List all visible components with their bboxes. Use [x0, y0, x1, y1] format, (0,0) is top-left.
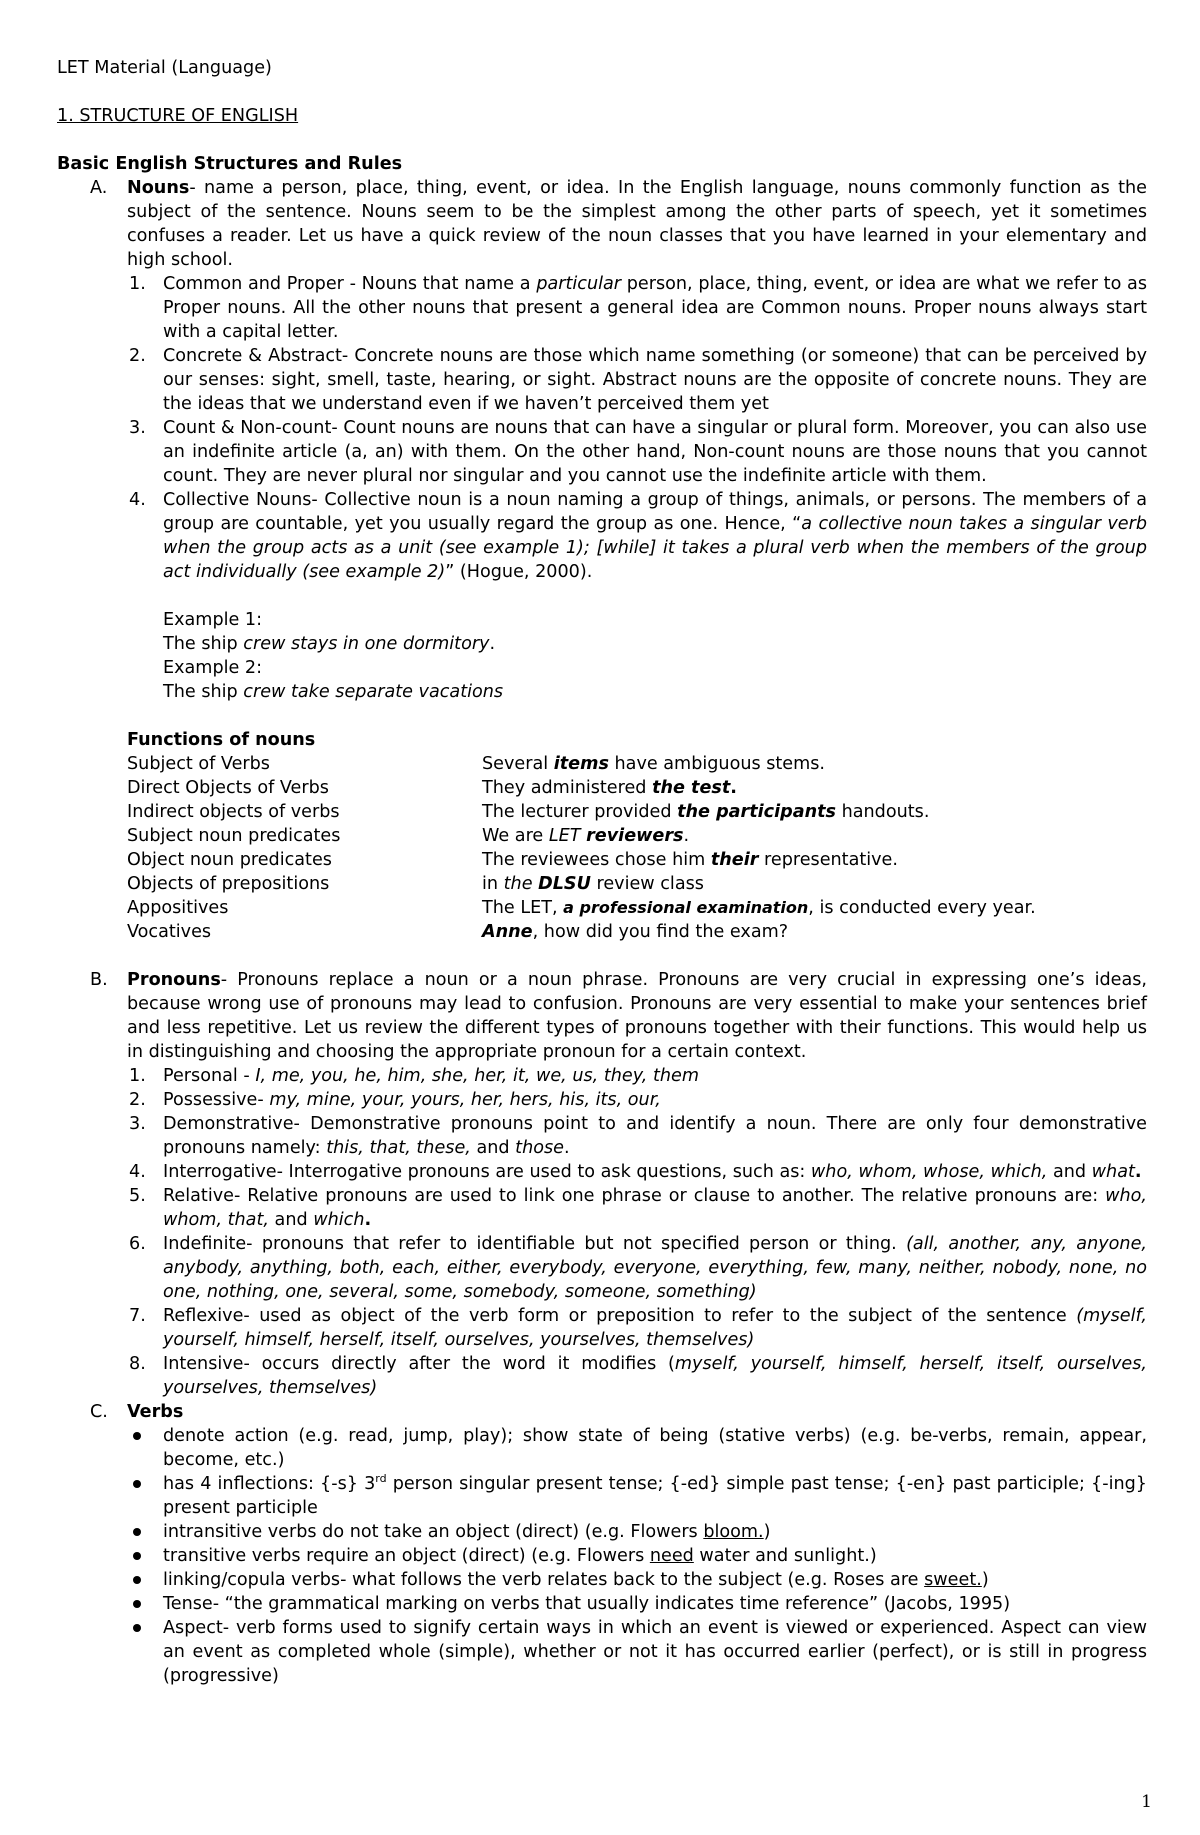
functions-heading: Functions of nouns	[127, 730, 316, 750]
function-row	[57, 752, 1147, 776]
example-text: The ship	[163, 682, 244, 702]
list-marker: 3.	[129, 418, 146, 438]
bullet-icon	[133, 1552, 141, 1560]
verb-bullet-7: Aspect- verb forms used to signify certain ways in which an event is viewed or experienced. Aspect can view an event as completed whole (simple), whether or not it has occurred earlier (perfect), or is still in progress (progressive)	[57, 1616, 1147, 1688]
example-italic: crew take separate vacations	[243, 682, 504, 702]
item-text: Concrete & Abstract- Concrete nouns are those which name something (or someone) that can be perceived by our senses: sight, smell, taste, hearing, or sight. Abstract nouns are the opposite of concrete nouns. They are the ideas that we understand even if we haven’t perceived them yet	[163, 346, 1147, 414]
list-marker: 5.	[129, 1186, 146, 1206]
function-example: The lecturer provided the participants handouts.	[482, 802, 930, 822]
example-2-label: Example 2:	[163, 658, 263, 678]
pronoun-item-2: 2. Possessive- my, mine, your, yours, her, hers, his, its, our,	[129, 1090, 661, 1110]
bullet-icon	[133, 1480, 141, 1488]
list-marker: 1.	[129, 274, 146, 294]
function-label: Subject of Verbs	[127, 754, 270, 774]
pronouns-term: Pronouns	[127, 970, 221, 990]
verbs-term: Verbs	[127, 1402, 184, 1422]
function-row	[57, 872, 1147, 896]
noun-item-3	[57, 416, 1147, 488]
verb-bullet-1: denote action (e.g. read, jump, play); show state of being (stative verbs) (e.g. be-verbs, remain, appear, become, etc.)	[57, 1424, 1147, 1472]
noun-item-4	[57, 488, 1147, 584]
function-label: Appositives	[127, 898, 229, 918]
function-example: The reviewees chose him their representative.	[482, 850, 898, 870]
bullet-icon	[133, 1432, 141, 1440]
pronoun-item-3: 3. Demonstrative- Demonstrative pronouns point to and identify a noun. There are only four demonstrative pronouns namely: this, that, these, and those.	[129, 1114, 1147, 1158]
pronouns-text: - Pronouns replace a noun or a noun phrase. Pronouns are very crucial in expressing one’s ideas, because wrong use of pronouns may lead to confusion. Pronouns are very essential to make your sentences brief and less repetitive. Let us review the different types of pronouns together with their functions. This would help us in distinguishing and choosing the appropriate pronoun for a certain context.	[127, 970, 1147, 1062]
noun-item-2	[57, 344, 1147, 416]
function-label: Indirect objects of verbs	[127, 802, 340, 822]
function-label: Subject noun predicates	[127, 826, 341, 846]
nouns-term: Nouns	[127, 178, 190, 198]
verb-bullet-4: transitive verbs require an object (direct) (e.g. Flowers need water and sunlight.)	[57, 1544, 1147, 1568]
function-example: in the DLSU review class	[482, 874, 704, 894]
item-text: Common and Proper - Nouns that name a	[163, 274, 537, 294]
example-1-label: Example 1:	[163, 610, 263, 630]
function-label: Direct Objects of Verbs	[127, 778, 329, 798]
list-marker: B.	[90, 970, 108, 990]
verb-bullet-5: linking/copula verbs- what follows the verb relates back to the subject (e.g. Roses are sweet.)	[57, 1568, 1147, 1592]
bullet-icon	[133, 1624, 141, 1632]
list-marker: A.	[90, 178, 108, 198]
example-text: The ship	[163, 634, 244, 654]
bullet-icon	[133, 1600, 141, 1608]
item-text: person, place, thing, event, or idea are what we refer to as Proper nouns. All the other nouns that present a general idea are Common nouns. Proper nouns always start with a capital letter.	[163, 274, 1147, 342]
list-marker: 1.	[129, 1066, 146, 1086]
pronoun-item-6: 6. Indefinite- pronouns that refer to identifiable but not specified person or thing. (all, another, any, anyone, anybody, anything, both, each, either, everybody, everyone, everything, few, many, neither, nobody, none, no one, nothing, one, several, some, somebody, someone, something)	[129, 1234, 1147, 1302]
nouns-text: - name a person, place, thing, event, or idea. In the English language, nouns commonly function as the subject of the sentence. Nouns seem to be the simplest among the other parts of speech, yet it sometimes confuses a reader. Let us have a quick review of the noun classes that you have learned in your elementary and high school.	[127, 178, 1147, 270]
example-text: .	[489, 634, 496, 654]
example-1	[57, 632, 1147, 656]
pronoun-item-8: 8. Intensive- occurs directly after the word it modifies (myself, yourself, himself, herself, itself, ourselves, yourselves, themselves)	[129, 1354, 1147, 1398]
function-example: They administered the test.	[482, 778, 737, 798]
list-marker: 2.	[129, 346, 146, 366]
function-label: Object noun predicates	[127, 850, 332, 870]
example-2	[57, 680, 1147, 704]
function-row	[57, 800, 1147, 824]
function-example: Several items have ambiguous stems.	[482, 754, 826, 774]
pronoun-item-1: 1. Personal - I, me, you, he, him, she, her, it, we, us, they, them	[129, 1066, 699, 1086]
pronoun-item-7: 7. Reflexive- used as object of the verb form or preposition to refer to the subject of the sentence (myself, yourself, himself, herself, itself, ourselves, yourselves, themselves)	[129, 1306, 1147, 1350]
verb-bullet-6: Tense- “the grammatical marking on verbs that usually indicates time reference” (Jacobs, 1995)	[57, 1592, 1147, 1616]
section-heading: Basic English Structures and Rules	[57, 154, 403, 174]
function-row	[57, 896, 1147, 920]
nouns-section	[57, 176, 1147, 272]
item-italic: particular	[536, 274, 622, 294]
list-marker: 7.	[129, 1306, 146, 1326]
list-marker: 2.	[129, 1090, 146, 1110]
item-text: Count & Non-count- Count nouns are nouns that can have a singular or plural form. Moreover, you can also use an indefinite article (a, an) with them. On the other hand, Non-count nouns are those nouns that you cannot count. They are never plural nor singular and you cannot use the indefinite article with them.	[163, 418, 1147, 486]
verb-bullet-2: has 4 inflections: {-s} 3rd person singular present tense; {-ed} simple past tense; {-en} past participle; {-ing} present participle	[57, 1472, 1147, 1520]
list-marker: C.	[90, 1402, 108, 1422]
function-row	[57, 824, 1147, 848]
functions-table	[57, 752, 1147, 944]
function-label: Objects of prepositions	[127, 874, 330, 894]
pronoun-item-5: 5. Relative- Relative pronouns are used to link one phrase or clause to another. The relative pronouns are: who, whom, that, and which.	[129, 1186, 1147, 1230]
item-text: Collective Nouns- Collective noun is a noun naming a group of things, animals, or persons. The members of a group are countable, yet you usually regard the group as one. Hence, “	[163, 490, 1147, 534]
function-example: We are LET reviewers.	[482, 826, 690, 846]
bullet-icon	[133, 1576, 141, 1584]
document-title: LET Material (Language)	[57, 58, 272, 78]
verb-bullet-3: intransitive verbs do not take an object (direct) (e.g. Flowers bloom.)	[57, 1520, 1147, 1544]
page-number: 1	[1141, 1792, 1152, 1812]
function-row	[57, 920, 1147, 944]
item-quote: a collective noun takes a singular verb when the group acts as a unit (see example 1); [while] it takes a plural verb when the members of the group act individually (see example 2)	[163, 514, 1147, 582]
section-title: 1. STRUCTURE OF ENGLISH	[57, 106, 299, 126]
function-example: Anne, how did you find the exam?	[482, 922, 789, 942]
function-example: The LET, a professional examination, is conducted every year.	[482, 898, 1036, 918]
pronouns-section	[57, 968, 1147, 1064]
bullet-icon	[133, 1528, 141, 1536]
list-marker: 3.	[129, 1114, 146, 1134]
function-label: Vocatives	[127, 922, 212, 942]
list-marker: 4.	[129, 1162, 146, 1182]
list-marker: 6.	[129, 1234, 146, 1254]
noun-item-1	[57, 272, 1147, 344]
list-marker: 4.	[129, 490, 146, 510]
verbs-section	[57, 1400, 1147, 1424]
item-text: ” (Hogue, 2000).	[445, 562, 593, 582]
function-row	[57, 848, 1147, 872]
document-page	[57, 56, 1147, 1688]
pronoun-item-4: 4. Interrogative- Interrogative pronouns are used to ask questions, such as: who, whom, whose, which, and what.	[129, 1162, 1142, 1182]
function-row	[57, 776, 1147, 800]
example-italic: crew stays in one dormitory	[243, 634, 490, 654]
list-marker: 8.	[129, 1354, 146, 1374]
